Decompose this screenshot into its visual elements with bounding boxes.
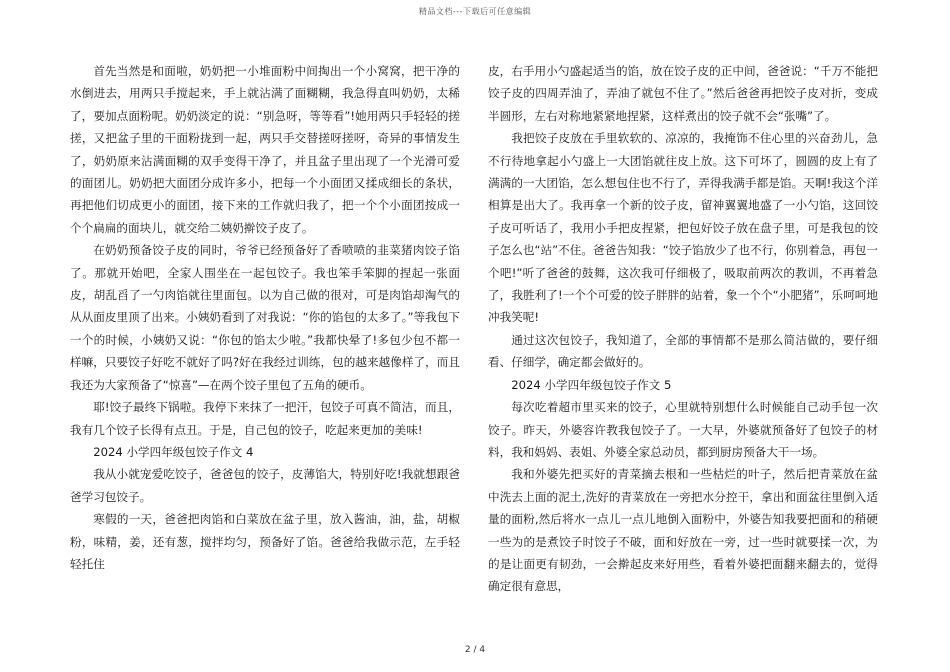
paragraph: 我把饺子皮放在手里软软的、凉凉的，我掩饰不住心里的兴奋劲儿，急不行待地拿起小勺盛上一大团馅就往皮上放。这下可坏了，圆圆的皮上有了满满的一大团馅，怎么想包住也不行了，弄得我满手都是馅。天啊!我这个洋相算是出大了。我再拿一个新的饺子皮，留神翼翼地盛了一小勺馅，这回饺子皮可听话了，我用小手把皮捏紧，把包好饺子放在盘子里，可是我包的饺子怎么也“站”不住。爸爸告知我：“饺子馅放少了也不行，你别着急，再包一个吧!”听了爸爸的鼓舞，这次我可仔细极了，吸取前两次的教训，不再着急了，我胜利了!一个个可爱的饺子胖胖的站着，象一个个“小肥猪”，乐呵呵地冲我笑呢! (488, 131, 878, 325)
paragraph: 皮，右手用小勺盛起适当的馅，放在饺子皮的正中间，爸爸说：“千万不能把饺子皮的四周弄油了，弄油了就包不住了。”然后爸爸再把饺子皮对折，变成半圆形，左右对称地紧紧地捏紧，这样煮出的饺子就不会“张嘴”了。 (488, 64, 878, 123)
page-header: 精品文档---下载后可任意编辑 (418, 7, 532, 16)
section-heading: 2024 小学四年级包饺子作文 5 (511, 377, 672, 392)
paragraph: 我和外婆先把买好的青菜摘去根和一些枯烂的叶子，然后把青菜放在盆中洗去上面的泥土,洗好的青菜放在一旁把水分控干，拿出和面盆往里倒入适量的面粉,然后将水一点儿一点儿地倒入面粉中，外婆告知我要把面和的稍硬一些为的是煮饺子时饺子不破，面和好放在一旁，过一些时就要揉一次，为的是让面更有韧劲，一会擀起皮来好用些，看着外婆把面翻来翻去的，觉得确定很有意思， (488, 467, 878, 594)
paragraph: 通过这次包饺子，我知道了，全部的事情都不是那么简洁做的，要仔细看、仔细学，确定都会做好的。 (488, 332, 878, 370)
paragraph: 每次吃着超市里买来的饺子，心里就特别想什么时候能自己动手包一次饺子。昨天，外婆容许教我包饺子了。一大早，外婆就预备好了包饺子的材料，我和妈妈、表姐、外婆全家总动员，都到厨房预备大干一场。 (488, 400, 878, 459)
paragraph: 首先当然是和面啦，奶奶把一小堆面粉中间掏出一个小窝窝，把干净的水倒进去，用两只手搅起来，手上就沾满了面糊糊，我急得直叫奶奶，太稀了，要加点面粉呢。奶奶淡定的说：“别急呀，等等看”!她用两只手轻轻的搓搓，又把盆子里的干面粉拢到一起，两只手交替搓呀搓呀，奇异的事情发生了，奶奶原来沾满面糊的双手变得干净了，并且盆子里出现了一个光滑可爱的面团儿。奶奶把大面团分成许多小，把每一个小面团又揉成细长的条状，再把他们切成更小的面团，接下来的工作就归我了，把一个个小面团按成一个个扁扁的面块儿，就交给二姨奶擀饺子皮了。 (70, 64, 460, 235)
page-number: 2 / 4 (464, 645, 486, 655)
paragraph: 耶!饺子最终下锅啦。我停下来抹了一把汗，包饺子可真不简洁，而且，我有几个饺子长得有点丑。于是，自己包的饺子，吃起来更加的美味! (70, 400, 460, 437)
paragraph: 我从小就宠爱吃饺子，爸爸包的饺子，皮薄馅大，特别好吃!我就想跟爸爸学习包饺子。 (70, 467, 460, 504)
right-column (488, 60, 878, 598)
paragraph: 在奶奶预备饺子皮的同时，爷爷已经预备好了香喷喷的韭菜猪肉饺子馅了。那就开始吧，全家人围坐在一起包饺子。我也笨手笨脚的捏起一张面皮，胡乱舀了一勺肉馅就往里面包。以为自己做的很对，可是肉馅却淘气的从从面皮里顶了出来。小姨奶看到了对我说：“你的馅包的太多了。”等我包下一个的时候，小姨奶又说：“你包的馅太少啦。”我都快晕了!多包少包不都一样嘛，只要饺子好吃不就好了吗?好在我经过训练，包的越来越像样了，而且我还为大家预备了“惊喜”—在两个饺子里包了五角的硬币。 (70, 243, 460, 392)
left-column (70, 60, 460, 575)
section-heading: 2024 小学四年级包饺子作文 4 (93, 444, 254, 459)
paragraph: 寒假的一天，爸爸把肉馅和白菜放在盆子里，放入酱油，油，盐，胡椒粉，味精，姜，还有葱，搅拌均匀，预备好了馅。爸爸给我做示范，左手轻轻托住 (70, 512, 460, 571)
